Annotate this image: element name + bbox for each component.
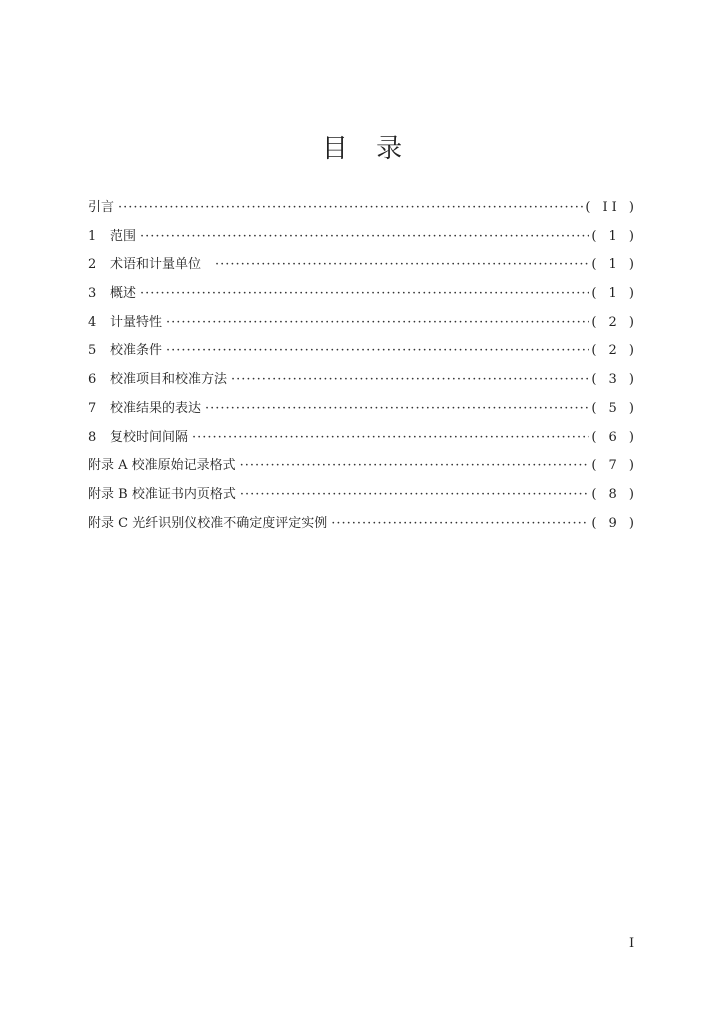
toc-entry-title: 术语和计量单位 (110, 257, 202, 273)
toc-entry-page: ( 2 ) (591, 314, 638, 330)
toc-leader-dots (118, 200, 583, 215)
toc-entry-appendix-a[interactable] (88, 454, 638, 483)
toc-leader-dots (240, 487, 589, 502)
toc-entry-number: 3 (88, 286, 97, 302)
toc-entry-6[interactable] (88, 368, 638, 397)
toc-entry-title: 校准结果的表达 (110, 400, 202, 416)
toc-entry-page: ( 6 ) (591, 429, 638, 445)
toc-entry-foreword[interactable] (88, 196, 638, 225)
toc-entry-1[interactable] (88, 225, 638, 254)
toc-leader-dots (240, 458, 590, 473)
toc-entry-title: 校准条件 (110, 343, 163, 359)
toc-entry-title: 复校时间间隔 (110, 429, 189, 445)
toc-entry-page: ( 5 ) (591, 400, 638, 416)
toc-entry-2[interactable] (88, 253, 638, 282)
table-of-contents (88, 196, 638, 540)
toc-leader-dots (215, 257, 589, 272)
toc-entry-title: 引言 (88, 200, 115, 215)
toc-entry-page: ( 1 ) (591, 286, 638, 302)
toc-entry-number: 8 (88, 429, 97, 445)
toc-entry-page: ( 9 ) (591, 515, 638, 531)
toc-leader-dots (192, 430, 589, 445)
toc-entry-number: 2 (88, 257, 97, 273)
toc-entry-7[interactable] (88, 397, 638, 426)
toc-entry-page: ( 8 ) (591, 486, 638, 502)
toc-leader-dots (205, 401, 589, 416)
toc-entry-number: 1 (88, 228, 97, 244)
toc-leader-dots (331, 516, 589, 531)
toc-entry-title: 附录 C 光纤识别仪校准不确定度评定实例 (88, 515, 328, 531)
toc-entry-3[interactable] (88, 282, 638, 311)
toc-entry-appendix-c[interactable] (88, 512, 638, 541)
page-title: 目 录 (321, 134, 413, 164)
toc-entry-title: 附录 A 校准原始记录格式 (88, 458, 236, 474)
toc-leader-dots (140, 286, 589, 301)
toc-entry-title: 附录 B 校准证书内页格式 (88, 486, 236, 502)
toc-leader-dots (231, 372, 589, 387)
toc-entry-number: 4 (88, 314, 97, 330)
toc-entry-4[interactable] (88, 311, 638, 340)
toc-entry-title: 计量特性 (110, 314, 163, 330)
toc-entry-page: ( 1 ) (591, 228, 638, 244)
toc-entry-page: ( 2 ) (591, 343, 638, 359)
toc-leader-dots (166, 315, 589, 330)
toc-entry-page: ( 3 ) (591, 372, 638, 388)
toc-entry-page: ( II ) (585, 200, 638, 215)
toc-entry-number: 6 (88, 372, 97, 388)
toc-entry-title: 校准项目和校准方法 (110, 372, 228, 388)
page-number: I (629, 936, 635, 951)
toc-entry-number: 7 (88, 400, 97, 416)
toc-entry-appendix-b[interactable] (88, 483, 638, 512)
toc-entry-8[interactable] (88, 426, 638, 455)
toc-entry-page: ( 1 ) (591, 257, 638, 273)
toc-entry-title: 范围 (110, 228, 137, 244)
toc-leader-dots (166, 343, 589, 358)
toc-entry-5[interactable] (88, 339, 638, 368)
toc-leader-dots (140, 229, 589, 244)
toc-entry-title: 概述 (110, 286, 137, 302)
toc-entry-number: 5 (88, 343, 97, 359)
toc-entry-page: ( 7 ) (591, 458, 638, 474)
